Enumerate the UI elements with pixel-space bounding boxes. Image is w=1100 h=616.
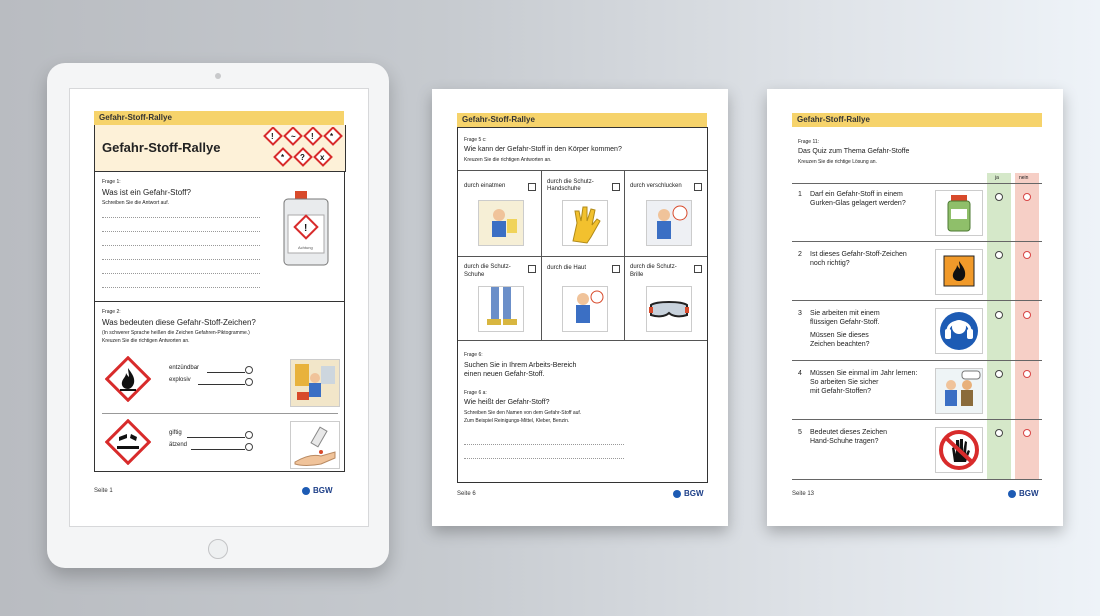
- svg-text:*: *: [330, 132, 334, 141]
- option-skin-label: durch die Haut: [547, 265, 587, 271]
- option-corrosive-radio[interactable]: [245, 443, 253, 451]
- tablet-screen: [69, 88, 369, 527]
- svg-text:~: ~: [291, 132, 296, 141]
- svg-text:x: x: [320, 153, 325, 162]
- option-gloves-checkbox[interactable]: [612, 183, 620, 191]
- skin-illustration: [562, 286, 608, 332]
- option-shoes-checkbox[interactable]: [528, 265, 536, 273]
- workshop-illustration: [290, 359, 340, 407]
- option-inhale-checkbox[interactable]: [528, 183, 536, 191]
- q6-label: Frage 6:: [464, 352, 483, 358]
- grid-line: [624, 170, 625, 340]
- option-inhale-label: durch einatmen: [464, 183, 506, 189]
- answer-line: [198, 384, 245, 385]
- bgw-logo-text: BGW: [684, 489, 704, 498]
- item-2-yes-radio[interactable]: [995, 251, 1003, 259]
- q1-question: Was ist ein Gefahr-Stoff?: [102, 188, 191, 197]
- grid-line: [458, 256, 707, 257]
- camera-icon: [215, 73, 221, 79]
- item-3-yes-radio[interactable]: [995, 311, 1003, 319]
- tablet-device: [47, 63, 389, 568]
- q5c-question: Wie kann der Gefahr-Stoff in den Körper kommen?: [464, 146, 622, 153]
- item-5-yes-radio[interactable]: [995, 429, 1003, 437]
- divider: [102, 413, 338, 414]
- answer-line[interactable]: [102, 245, 260, 246]
- hazard-pictograms-icon: [261, 127, 343, 169]
- answer-line[interactable]: [464, 458, 624, 459]
- option-swallow-checkbox[interactable]: [694, 183, 702, 191]
- jar-illustration: [935, 190, 983, 236]
- gloves-illustration: [562, 200, 608, 246]
- bgw-logo-text: BGW: [313, 486, 333, 495]
- training-illustration: [935, 368, 983, 414]
- option-toxic-label: giftig: [169, 430, 182, 436]
- hand-illustration: [290, 421, 340, 469]
- answer-line: [191, 449, 245, 450]
- row-divider: [792, 241, 1042, 242]
- home-button[interactable]: [208, 539, 228, 559]
- bgw-logo-icon: [302, 487, 310, 495]
- ear-protection-sign-illustration: [935, 308, 983, 354]
- option-shoes-label: durch die Schutz-Schuhe: [464, 264, 511, 278]
- page-number: Seite 1: [94, 488, 113, 494]
- q5c-instruction: Kreuzen Sie die richtigen Antworten an.: [464, 157, 552, 163]
- grid-line: [458, 170, 707, 171]
- item-4-line2: So arbeiten Sie sicher: [810, 379, 879, 386]
- q11-label: Frage 11:: [798, 139, 820, 145]
- q2-note: (In schwerer Sprache heißen die Zeichen Gefahren-Piktogramme.): [102, 330, 250, 336]
- page-number: Seite 13: [792, 491, 815, 497]
- title-band: [94, 125, 346, 172]
- answer-line: [187, 437, 245, 438]
- item-4-no-radio[interactable]: [1023, 370, 1031, 378]
- item-3-line3: Müssen Sie dieses: [810, 332, 869, 339]
- answer-line[interactable]: [464, 444, 624, 445]
- page6-content-box: [457, 127, 708, 483]
- answer-line[interactable]: [102, 287, 260, 288]
- item-3-line1: Sie arbeiten mit einem: [810, 310, 880, 317]
- document-page-6: [432, 89, 728, 526]
- item-4-number: 4: [798, 370, 802, 377]
- q6-text-line2: einen neuen Gefahr-Stoff.: [464, 371, 545, 378]
- svg-text:!: !: [311, 132, 314, 141]
- item-2-no-radio[interactable]: [1023, 251, 1031, 259]
- row-divider: [792, 300, 1042, 301]
- question-1-box: [94, 171, 345, 302]
- answer-line[interactable]: [102, 259, 260, 260]
- q5c-label: Frage 5 c:: [464, 137, 487, 143]
- answer-line[interactable]: [102, 231, 260, 232]
- question-2-box: [94, 301, 345, 472]
- row-divider: [792, 183, 1042, 184]
- item-4-yes-radio[interactable]: [995, 370, 1003, 378]
- q6-text-line1: Suchen Sie in Ihrem Arbeits-Bereich: [464, 362, 577, 369]
- swallow-illustration: [646, 200, 692, 246]
- row-divider: [792, 479, 1042, 480]
- svg-text:!: !: [304, 223, 308, 234]
- item-4-line3: mit Gefahr-Stoffen?: [810, 388, 871, 395]
- bgw-logo-icon: [673, 490, 681, 498]
- item-3-line4: Zeichen beachten?: [810, 341, 870, 348]
- grid-line: [541, 170, 542, 340]
- item-2-line2: noch richtig?: [810, 260, 850, 267]
- q6a-question: Wie heißt der Gefahr-Stoff?: [464, 399, 550, 406]
- corrosive-pictogram-icon: [105, 419, 151, 465]
- item-1-number: 1: [798, 191, 802, 198]
- answer-line[interactable]: [102, 273, 260, 274]
- option-flammable-radio[interactable]: [245, 366, 253, 374]
- item-3-number: 3: [798, 310, 802, 317]
- grid-line: [458, 340, 707, 341]
- q2-label: Frage 2:: [102, 309, 121, 315]
- option-explosive-radio[interactable]: [245, 378, 253, 386]
- q6a-instruction: Schreiben Sie den Namen von dem Gefahr-Stoff auf.: [464, 410, 582, 416]
- item-5-no-radio[interactable]: [1023, 429, 1031, 437]
- option-goggles-label: durch die Schutz-Brille: [630, 264, 677, 278]
- answer-line: [207, 372, 245, 373]
- option-skin-checkbox[interactable]: [612, 265, 620, 273]
- page-number: Seite 6: [457, 491, 476, 497]
- svg-text:!: !: [271, 132, 274, 141]
- item-2-line1: Ist dieses Gefahr-Stoff-Zeichen: [810, 251, 907, 258]
- hazard-can-icon: [281, 189, 331, 267]
- no-hand-sign-illustration: [935, 427, 983, 473]
- option-goggles-checkbox[interactable]: [694, 265, 702, 273]
- option-flammable-label: entzündbar: [169, 365, 200, 371]
- col-no-header: nein: [1019, 175, 1029, 181]
- old-flammable-sign-illustration: [935, 249, 983, 295]
- bgw-logo-text: BGW: [1019, 489, 1039, 498]
- item-3-line2: flüssigen Gefahr-Stoff.: [810, 319, 880, 326]
- page13-header: [792, 113, 1042, 127]
- header-label: Gefahr-Stoff-Rallye: [99, 113, 172, 122]
- item-1-no-radio[interactable]: [1023, 193, 1031, 201]
- goggles-illustration: [646, 286, 692, 332]
- option-swallow-label: durch verschlucken: [630, 183, 682, 189]
- page-title: Gefahr-Stoff-Rallye: [102, 140, 221, 155]
- q6a-label: Frage 6 a:: [464, 390, 487, 396]
- item-1-yes-radio[interactable]: [995, 193, 1003, 201]
- answer-line[interactable]: [102, 217, 260, 218]
- item-4-line1: Müssen Sie einmal im Jahr lernen:: [810, 370, 918, 377]
- shoes-illustration: [478, 286, 524, 332]
- row-divider: [792, 360, 1042, 361]
- item-5-line1: Bedeutet dieses Zeichen: [810, 429, 888, 436]
- can-label: Achtung: [298, 245, 313, 250]
- bgw-logo-icon: [1008, 490, 1016, 498]
- q1-instruction: Schreiben Sie die Antwort auf.: [102, 200, 169, 206]
- svg-text:?: ?: [300, 153, 305, 162]
- item-5-number: 5: [798, 429, 802, 436]
- option-explosive-label: explosiv: [169, 377, 191, 383]
- header-label: Gefahr-Stoff-Rallye: [797, 115, 870, 124]
- q2-question: Was bedeuten diese Gefahr-Stoff-Zeichen?: [102, 318, 256, 327]
- item-5-line2: Hand-Schuhe tragen?: [810, 438, 879, 445]
- q6a-example: Zum Beispiel Reinigungs-Mittel, Kleber, Benzin.: [464, 418, 570, 424]
- q11-title: Das Quiz zum Thema Gefahr-Stoffe: [798, 148, 910, 155]
- flammable-pictogram-icon: [105, 356, 151, 402]
- q1-label: Frage 1:: [102, 179, 121, 185]
- item-3-no-radio[interactable]: [1023, 311, 1031, 319]
- inhale-illustration: [478, 200, 524, 246]
- tablet-page-header: [94, 111, 344, 125]
- document-page-13: [767, 89, 1063, 526]
- q11-instruction: Kreuzen Sie die richtige Lösung an.: [798, 159, 877, 165]
- option-corrosive-label: ätzend: [169, 442, 188, 448]
- header-label: Gefahr-Stoff-Rallye: [462, 115, 535, 124]
- col-yes-header: ja: [995, 175, 999, 181]
- svg-text:*: *: [281, 153, 285, 162]
- item-2-number: 2: [798, 251, 802, 258]
- item-1-line2: Gurken-Glas gelagert werden?: [810, 200, 906, 207]
- item-1-line1: Darf ein Gefahr-Stoff in einem: [810, 191, 903, 198]
- option-gloves-label: durch die Schutz-Handschuhe: [547, 179, 594, 192]
- page6-header: [457, 113, 707, 127]
- option-toxic-radio[interactable]: [245, 431, 253, 439]
- row-divider: [792, 419, 1042, 420]
- q2-instruction: Kreuzen Sie die richtigen Antworten an.: [102, 338, 190, 344]
